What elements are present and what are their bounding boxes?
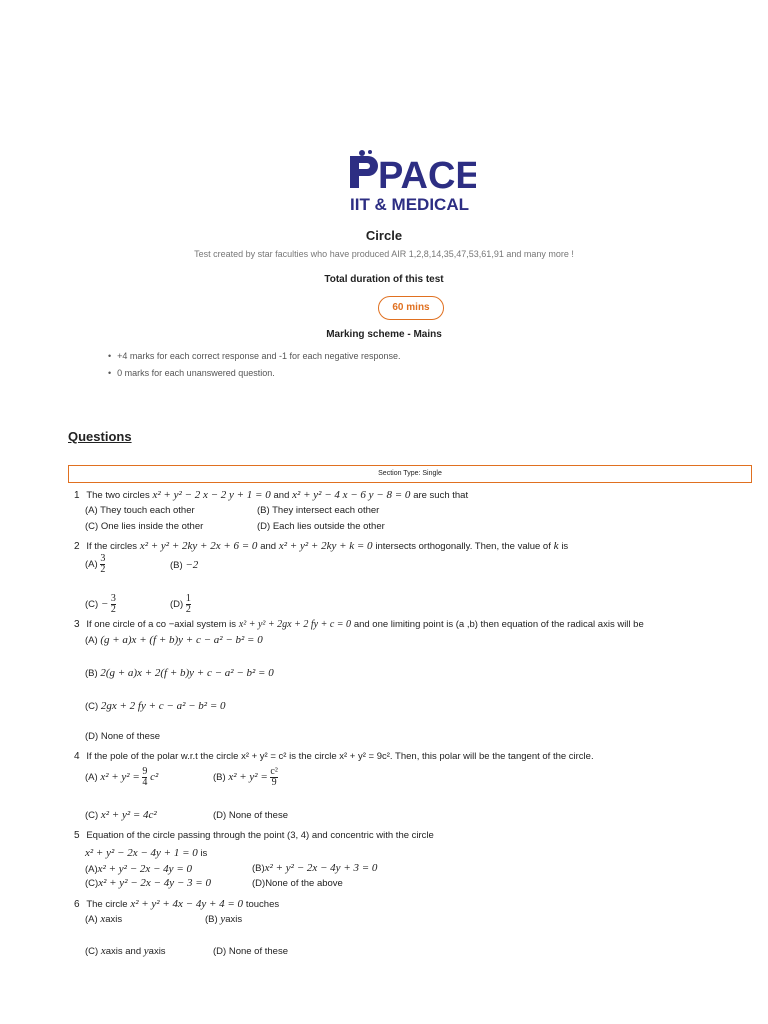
question-2: 2 If the circles x² + y² + 2ky + 2x + 6 = 0 and x² + y² + 2ky + k = 0 intersects orthogonally. Then, the value of k is — [74, 540, 569, 552]
pace-logo-subtext: IIT & MEDICAL — [350, 195, 469, 212]
section-type-banner: Section Type: Single — [68, 465, 752, 483]
duration-heading: Total duration of this test — [324, 274, 444, 285]
option-d[interactable]: (D)None of the above — [252, 878, 343, 889]
option-c[interactable]: (C)x² + y² − 2x − 4y − 3 = 0 — [85, 877, 211, 889]
option-c[interactable]: (C) x² + y² = 4c² — [85, 809, 157, 821]
option-c[interactable]: (C) One lies inside the other — [85, 521, 204, 532]
test-title: Circle — [365, 228, 403, 243]
option-b[interactable]: (B) They intersect each other — [257, 505, 380, 516]
option-c[interactable]: (C) − $\frac{3}{2}$ — [85, 593, 116, 615]
option-d[interactable]: (D) None of these — [85, 731, 160, 742]
test-subtitle: Test created by star faculties who have produced AIR 1,2,8,14,35,47,53,61,91 and many more ! — [194, 249, 574, 259]
question-5: 5 Equation of the circle passing through the point (3, 4) and concentric with the circle — [74, 830, 434, 841]
fraction: $\frac{\text{c²}}{9}$ — [270, 766, 278, 788]
question-4: 4 If the pole of the polar w.r.t the circle x² + y² = c² is the circle x² + y² = 9c². Then, this polar will be the tangent of the circle. — [74, 751, 594, 762]
option-d[interactable]: (D) Each lies outside the other — [257, 521, 385, 532]
fraction: $\frac{1}{2}$ — [185, 593, 191, 615]
pace-logo-text: PACE — [378, 155, 476, 197]
marking-item: • +4 marks for each correct response and -1 for each negative response. — [108, 351, 401, 361]
pace-logo — [348, 150, 476, 212]
questions-heading: Questions — [68, 429, 132, 444]
fraction: $\frac{9}{4}$ — [142, 766, 148, 788]
pace-logo-mark — [350, 150, 378, 188]
option-a[interactable]: (A) (g + a)x + (f + b)y + c − a² − b² = 0 — [85, 634, 263, 646]
marking-heading: Marking scheme - Mains — [326, 329, 442, 340]
option-c[interactable]: (C) xaxis and yaxis — [85, 945, 166, 957]
option-c[interactable]: (C) 2gx + 2 fy + c − a² − b² = 0 — [85, 700, 226, 712]
pace-logo-graphic — [348, 150, 476, 212]
option-b[interactable]: (B) −2 — [170, 559, 199, 571]
option-a[interactable]: (A)x² + y² − 2x − 4y = 0 — [85, 863, 192, 875]
option-a[interactable]: (A) They touch each other — [85, 505, 195, 516]
option-d[interactable]: (D) None of these — [213, 810, 288, 821]
question-5-equation: x² + y² − 2x − 4y + 1 = 0 is — [85, 847, 208, 859]
question-1: 1 The two circles x² + y² − 2 x − 2 y + 1 = 0 and x² + y² − 4 x − 6 y − 8 = 0 are such that — [74, 489, 469, 501]
marking-item: • 0 marks for each unanswered question. — [108, 368, 275, 378]
option-b[interactable]: (B)x² + y² − 2x − 4y + 3 = 0 — [252, 862, 378, 874]
option-d[interactable]: (D) $\frac{1}{2}$ — [170, 593, 191, 615]
fraction: $\frac{3}{2}$ — [100, 553, 106, 575]
fraction: $\frac{3}{2}$ — [110, 593, 116, 615]
option-b[interactable]: (B) 2(g + a)x + 2(f + b)y + c − a² − b² = 0 — [85, 667, 274, 679]
question-3: 3 If one circle of a co −axial system is x² + y² + 2gx + 2 fy + c = 0 and one limiting point is (a ,b) then equation of the radical axis will be — [74, 619, 644, 630]
option-b[interactable]: (B) yaxis — [205, 913, 243, 925]
duration-badge: 60 mins — [378, 296, 444, 320]
option-a[interactable]: (A) x² + y² = $\frac{9}{4}$ c² — [85, 766, 159, 788]
option-a[interactable]: (A) $\frac{3}{2}$ — [85, 553, 106, 575]
option-b[interactable]: (B) x² + y² = $\frac{\text{c²}}{9}$ — [213, 766, 278, 788]
option-a[interactable]: (A) xaxis — [85, 913, 123, 925]
option-d[interactable]: (D) None of these — [213, 946, 288, 957]
question-6: 6 The circle x² + y² + 4x − 4y + 4 = 0 touches — [74, 898, 280, 910]
